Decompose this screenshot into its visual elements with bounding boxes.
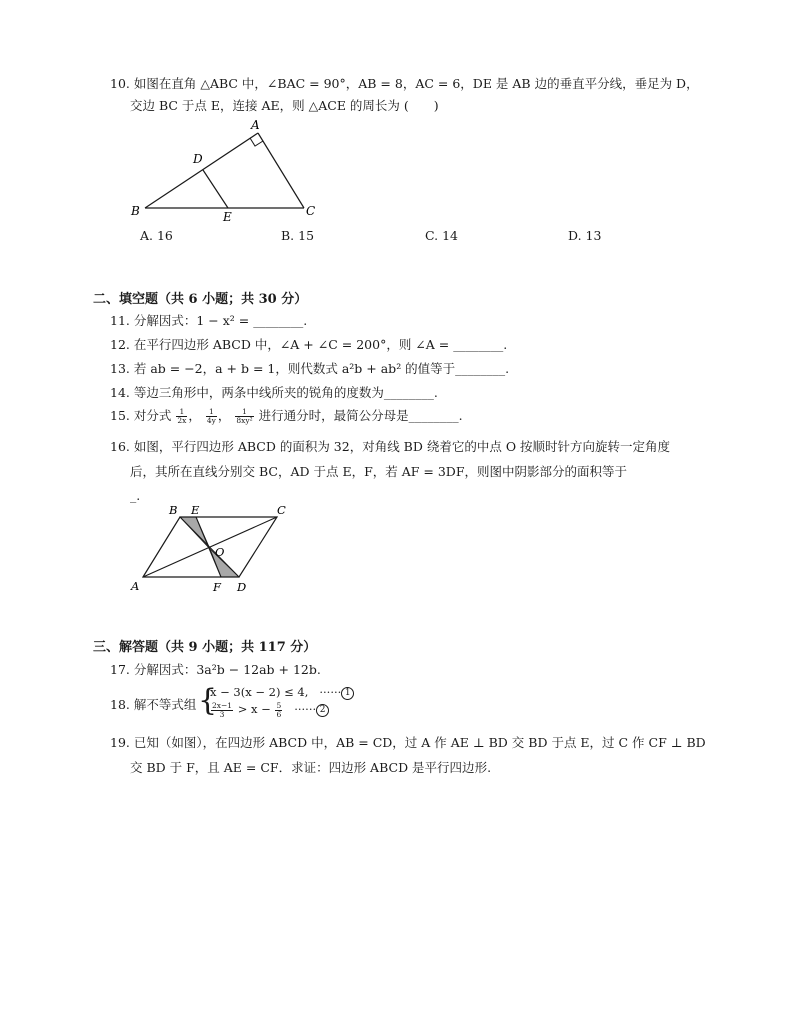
q15-fraction-2: $\frac{1}{4y}$ — [206, 407, 216, 425]
q13: 13. 若 ab = −2，a + b = 1，则代数式 a²b + ab² 的值等于________. — [110, 361, 510, 376]
q12: 12. 在平行四边形 ABCD 中，∠A + ∠C = 200°，则 ∠A = ________. — [110, 337, 508, 352]
q18-brace: { — [198, 683, 218, 718]
q11: 11. 分解因式：1 − x² = ________. — [110, 313, 308, 328]
q16-line1: 16. 如图，平行四边形 ABCD 的面积为 32，对角线 BD 绕着它的中点 O 按顺时针方向旋转一定角度 — [110, 439, 671, 454]
label-b: B — [131, 204, 140, 218]
right-angle-mark — [250, 138, 263, 146]
label-e: E — [191, 503, 200, 517]
q10-option-a[interactable]: A. 16 — [140, 228, 173, 243]
label-o: O — [215, 545, 225, 559]
q18-eq1: x − 3(x − 2) ≤ 4, ······ 1 — [210, 684, 354, 700]
q15-suffix: 进行通分时，最简公分母是________. — [258, 408, 463, 423]
section3-title: 三、解答题（共 9 小题；共 117 分） — [93, 640, 317, 655]
diagonal-bd — [180, 517, 239, 577]
q14: 14. 等边三角形中，两条中线所夹的锐角的度数为________. — [110, 385, 438, 400]
q15-fraction-3: $\frac{1}{\text{8xy²}}$ — [236, 407, 253, 425]
q18-prefix: 18. 解不等式组 — [110, 697, 197, 712]
q10-triangle-figure — [125, 115, 325, 225]
q16-line3: _. — [130, 488, 141, 503]
label-e: E — [223, 210, 232, 224]
q19-line1: 19. 已知（如图），在四边形 ABCD 中，AB = CD，过 A 作 AE ⊥ BD 交 BD 于点 E，过 C 作 CF ⊥ BD — [110, 735, 706, 750]
label-d: D — [193, 152, 203, 166]
label-c: C — [277, 503, 286, 517]
q18-eq2: $\frac{2x-1}{3}$ > x − $\frac{5}{6}$ ······ 2 — [210, 701, 329, 719]
label-f: F — [213, 580, 221, 594]
q15-fraction-1: $\frac{1}{2x}$ — [177, 407, 187, 425]
q10-line2: 交边 BC 于点 E，连接 AE，则 △ACE 的周长为 ( ) — [130, 98, 439, 113]
q17: 17. 分解因式：3a²b − 12ab + 12b. — [110, 662, 321, 677]
label-a: A — [251, 118, 260, 132]
q15-prefix: 15. 对分式 — [110, 408, 172, 423]
q10-option-b[interactable]: B. 15 — [281, 228, 315, 243]
q18-eq2-fraction: $\frac{2x-1}{3}$ — [212, 700, 233, 719]
q15: 15. 对分式 $\frac{1}{2x}$ ， $\frac{1}{4y}$ ， $\frac{1}{\text{8xy²}}$ 进行通分时，最简公分母是________. — [110, 407, 463, 425]
q19-line2: 交 BD 于 F，且 AE = CF．求证：四边形 ABCD 是平行四边形. — [130, 760, 492, 775]
label-b: B — [169, 503, 178, 517]
q10-line1: 10. 如图在直角 △ABC 中，∠BAC = 90°，AB = 8，AC = 6，DE 是 AB 边的垂直平分线，垂足为 D， — [110, 76, 699, 91]
q18-eq2-fraction-2: $\frac{5}{6}$ — [276, 700, 282, 719]
label-c: C — [306, 204, 316, 218]
segment-ba — [145, 133, 258, 208]
segment-ac — [258, 133, 304, 208]
q16-line2: 后，其所在直线分别交 BC，AD 于点 E，F，若 AF = 3DF，则图中阴影部分的面积等于 — [130, 464, 627, 479]
label-d: D — [237, 580, 247, 594]
q10-option-c[interactable]: C. 14 — [425, 228, 458, 243]
q16-parallelogram-figure — [125, 503, 300, 598]
q10-option-d[interactable]: D. 13 — [568, 228, 602, 243]
section2-title: 二、填空题（共 6 小题；共 30 分） — [93, 292, 308, 307]
label-a: A — [131, 579, 140, 593]
segment-de — [203, 170, 228, 208]
